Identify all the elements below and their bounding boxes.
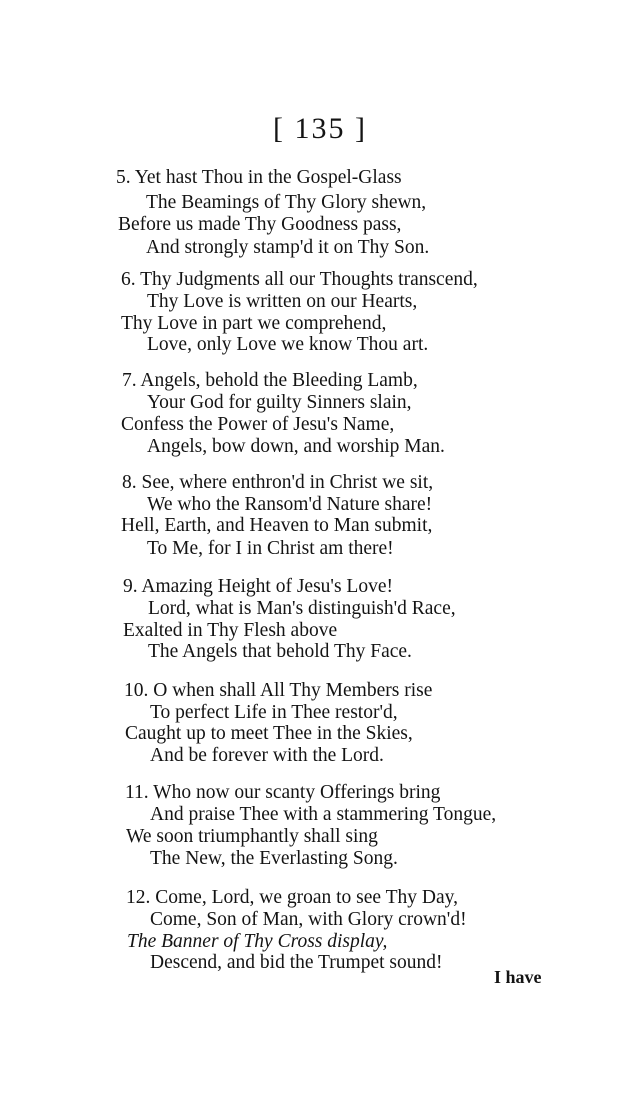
verse-line: 5. Yet hast Thou in the Gospel-Glass bbox=[116, 167, 402, 188]
verse-line: 8. See, where enthron'd in Christ we sit, bbox=[122, 472, 434, 493]
verse-line: Before us made Thy Goodness pass, bbox=[118, 214, 402, 235]
verse-line: Thy Love in part we comprehend, bbox=[121, 313, 387, 334]
verse-line: Exalted in Thy Flesh above bbox=[123, 620, 338, 641]
verse-line: 7. Angels, behold the Bleeding Lamb, bbox=[122, 370, 418, 391]
verse-line: Angels, bow down, and worship Man. bbox=[147, 436, 445, 457]
verse-line: 6. Thy Judgments all our Thoughts transcend, bbox=[121, 269, 478, 290]
verse-line: Descend, and bid the Trumpet sound! bbox=[150, 952, 443, 973]
page-number: [ 135 ] bbox=[273, 112, 367, 145]
verse-line: 10. O when shall All Thy Members rise bbox=[124, 680, 433, 701]
verse-line: Lord, what is Man's distinguish'd Race, bbox=[148, 598, 456, 619]
verse-line: The Angels that behold Thy Face. bbox=[148, 641, 412, 662]
verse-line: 9. Amazing Height of Jesu's Love! bbox=[123, 576, 393, 597]
verse-line: We who the Ransom'd Nature share! bbox=[147, 494, 433, 515]
verse-line: Thy Love is written on our Hearts, bbox=[147, 291, 418, 312]
verse-line: 12. Come, Lord, we groan to see Thy Day, bbox=[126, 887, 458, 908]
verse-line: 11. Who now our scanty Offerings bring bbox=[125, 782, 441, 803]
verse-line: Your God for guilty Sinners slain, bbox=[147, 392, 412, 413]
verse-line: The New, the Everlasting Song. bbox=[150, 848, 398, 869]
verse-line: Love, only Love we know Thou art. bbox=[147, 334, 429, 355]
verse-line: To Me, for I in Christ am there! bbox=[147, 538, 394, 559]
verse-line: Come, Son of Man, with Glory crown'd! bbox=[150, 909, 467, 930]
verse-line: Hell, Earth, and Heaven to Man submit, bbox=[121, 515, 433, 536]
verse-line: And praise Thee with a stammering Tongue, bbox=[150, 804, 497, 825]
verse-line: Confess the Power of Jesu's Name, bbox=[121, 414, 395, 435]
verse-line: Caught up to meet Thee in the Skies, bbox=[125, 723, 413, 744]
verse-line: We soon triumphantly shall sing bbox=[126, 826, 378, 847]
verse-line: And be forever with the Lord. bbox=[150, 745, 384, 766]
catchword: I have bbox=[494, 967, 542, 987]
verse-line: To perfect Life in Thee restor'd, bbox=[150, 702, 398, 723]
verse-line: And strongly stamp'd it on Thy Son. bbox=[146, 237, 430, 258]
verse-line: The Banner of Thy Cross display, bbox=[127, 931, 388, 952]
verse-line: The Beamings of Thy Glory shewn, bbox=[146, 192, 427, 213]
